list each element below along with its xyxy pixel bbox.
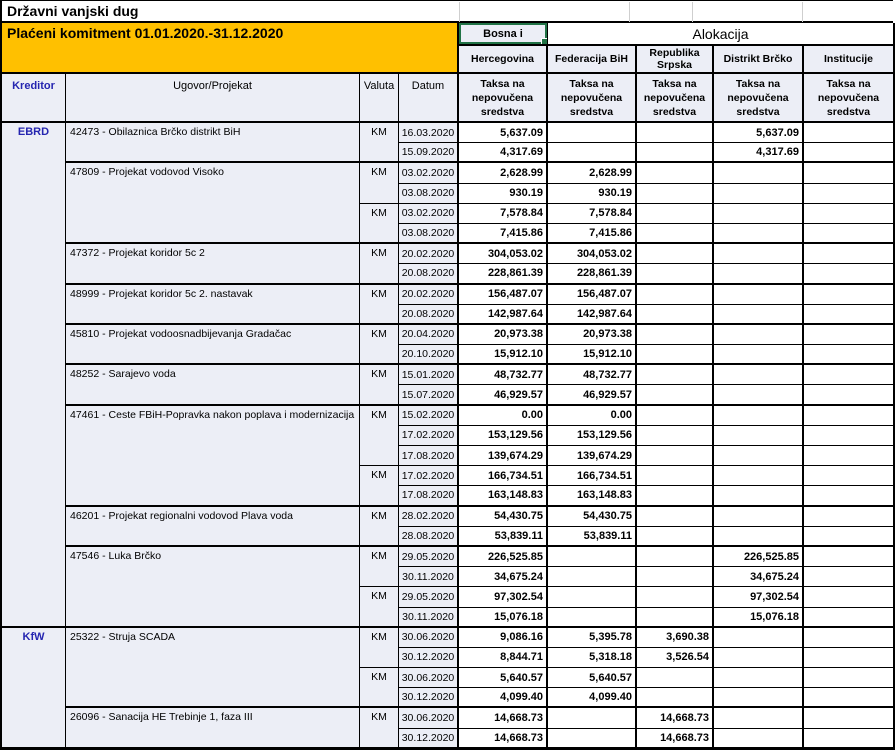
col-header-taksa-institucije[interactable]: Taksa na nepovučena sredstva — [804, 74, 893, 123]
value-cell-bih[interactable]: 14,668.73 — [459, 729, 548, 749]
project-cell[interactable]: 47546 - Luka Brčko — [66, 547, 360, 628]
value-cell-fbih[interactable]: 20,973.38 — [548, 325, 637, 345]
date-cell[interactable]: 29.05.2020 — [399, 587, 459, 607]
value-cell-inst[interactable] — [804, 143, 893, 163]
currency-cell[interactable]: KM — [360, 587, 399, 627]
value-cell-fbih[interactable]: 2,628.99 — [548, 163, 637, 183]
value-cell-rs[interactable] — [637, 285, 714, 305]
value-cell-brcko[interactable] — [714, 708, 804, 728]
value-cell-brcko[interactable] — [714, 365, 804, 385]
col-header-datum[interactable]: Datum — [399, 74, 459, 123]
value-cell-inst[interactable] — [804, 224, 893, 244]
value-cell-inst[interactable] — [804, 285, 893, 305]
currency-cell[interactable]: KM — [360, 123, 399, 163]
value-cell-rs[interactable] — [637, 143, 714, 163]
date-cell[interactable]: 17.08.2020 — [399, 486, 459, 506]
value-cell-brcko[interactable] — [714, 163, 804, 183]
value-cell-rs[interactable] — [637, 244, 714, 264]
value-cell-brcko[interactable] — [714, 466, 804, 486]
value-cell-fbih[interactable]: 5,395.78 — [548, 628, 637, 648]
value-cell-rs[interactable] — [637, 527, 714, 547]
value-cell-bih[interactable]: 228,861.39 — [459, 264, 548, 284]
value-cell-fbih[interactable] — [548, 143, 637, 163]
value-cell-brcko[interactable]: 97,302.54 — [714, 587, 804, 607]
currency-cell[interactable]: KM — [360, 244, 399, 284]
project-cell[interactable]: 48999 - Projekat koridor 5c 2. nastavak — [66, 285, 360, 325]
currency-cell[interactable]: KM — [360, 628, 399, 668]
currency-cell[interactable]: KM — [360, 466, 399, 506]
value-cell-brcko[interactable] — [714, 345, 804, 365]
value-cell-fbih[interactable]: 930.19 — [548, 184, 637, 204]
value-cell-brcko[interactable] — [714, 688, 804, 708]
value-cell-rs[interactable]: 3,690.38 — [637, 628, 714, 648]
date-cell[interactable]: 30.11.2020 — [399, 608, 459, 628]
value-cell-fbih[interactable] — [548, 567, 637, 587]
selected-cell-bosna-i[interactable] — [459, 23, 548, 46]
value-cell-fbih[interactable]: 156,487.07 — [548, 285, 637, 305]
value-cell-rs[interactable] — [637, 345, 714, 365]
value-cell-rs[interactable] — [637, 547, 714, 567]
gridline — [459, 2, 460, 22]
date-cell[interactable]: 03.02.2020 — [399, 163, 459, 183]
currency-cell[interactable]: KM — [360, 163, 399, 203]
value-cell-brcko[interactable] — [714, 244, 804, 264]
value-cell-fbih[interactable]: 5,318.18 — [548, 648, 637, 668]
value-cell-rs[interactable]: 14,668.73 — [637, 729, 714, 749]
currency-cell[interactable]: KM — [360, 365, 399, 405]
value-cell-bih[interactable]: 34,675.24 — [459, 567, 548, 587]
value-cell-brcko[interactable] — [714, 729, 804, 749]
value-cell-bih[interactable]: 54,430.75 — [459, 507, 548, 527]
date-cell[interactable]: 15.09.2020 — [399, 143, 459, 163]
value-cell-inst[interactable] — [804, 628, 893, 648]
value-cell-brcko[interactable] — [714, 446, 804, 466]
alokacija-header[interactable]: Alokacija — [548, 23, 893, 46]
date-cell[interactable]: 17.08.2020 — [399, 446, 459, 466]
value-cell-bih[interactable]: 7,415.86 — [459, 224, 548, 244]
currency-cell[interactable]: KM — [360, 325, 399, 365]
value-cell-fbih[interactable]: 5,640.57 — [548, 668, 637, 688]
date-cell[interactable]: 30.11.2020 — [399, 567, 459, 587]
debt-table — [0, 23, 895, 750]
col-header-ugovor-projekat[interactable]: Ugovor/Projekat — [66, 74, 360, 123]
currency-cell[interactable]: KM — [360, 406, 399, 467]
value-cell-fbih[interactable]: 163,148.83 — [548, 486, 637, 506]
value-cell-brcko[interactable] — [714, 385, 804, 405]
value-cell-fbih[interactable]: 48,732.77 — [548, 365, 637, 385]
currency-cell[interactable]: KM — [360, 547, 399, 587]
value-cell-brcko[interactable]: 34,675.24 — [714, 567, 804, 587]
value-cell-inst[interactable] — [804, 608, 893, 628]
gridline — [629, 2, 630, 22]
value-cell-bih[interactable]: 226,525.85 — [459, 547, 548, 567]
value-cell-inst[interactable] — [804, 507, 893, 527]
col-header-federacija-bih[interactable]: Federacija BiH — [548, 46, 637, 74]
value-cell-inst[interactable] — [804, 204, 893, 224]
value-cell-rs[interactable] — [637, 688, 714, 708]
value-cell-brcko[interactable]: 4,317.69 — [714, 143, 804, 163]
creditor-cell[interactable]: EBRD — [2, 123, 66, 628]
value-cell-bih[interactable]: 166,734.51 — [459, 466, 548, 486]
project-cell[interactable]: 47461 - Ceste FBiH-Popravka nakon poplava i modernizacija — [66, 406, 360, 507]
date-cell[interactable]: 20.02.2020 — [399, 285, 459, 305]
value-cell-brcko[interactable] — [714, 486, 804, 506]
value-cell-inst[interactable] — [804, 385, 893, 405]
value-cell-rs[interactable] — [637, 325, 714, 345]
value-cell-fbih[interactable] — [548, 708, 637, 728]
value-cell-fbih[interactable]: 228,861.39 — [548, 264, 637, 284]
creditor-cell[interactable]: KfW — [2, 628, 66, 749]
currency-cell[interactable]: KM — [360, 204, 399, 244]
value-cell-rs[interactable] — [637, 204, 714, 224]
value-cell-inst[interactable] — [804, 406, 893, 426]
value-cell-brcko[interactable] — [714, 406, 804, 426]
value-cell-fbih[interactable]: 139,674.29 — [548, 446, 637, 466]
date-cell[interactable]: 29.05.2020 — [399, 547, 459, 567]
page-title[interactable]: Državni vanjski dug — [7, 3, 139, 19]
date-cell[interactable]: 03.08.2020 — [399, 184, 459, 204]
value-cell-inst[interactable] — [804, 668, 893, 688]
value-cell-inst[interactable] — [804, 163, 893, 183]
value-cell-inst[interactable] — [804, 567, 893, 587]
date-cell[interactable]: 20.02.2020 — [399, 244, 459, 264]
value-cell-bih[interactable]: 46,929.57 — [459, 385, 548, 405]
value-cell-rs[interactable] — [637, 446, 714, 466]
col-header-valuta[interactable]: Valuta — [360, 74, 399, 123]
value-cell-bih[interactable]: 156,487.07 — [459, 285, 548, 305]
value-cell-inst[interactable] — [804, 365, 893, 385]
date-cell[interactable]: 20.10.2020 — [399, 345, 459, 365]
value-cell-inst[interactable] — [804, 466, 893, 486]
date-cell[interactable]: 20.04.2020 — [399, 325, 459, 345]
value-cell-bih[interactable]: 304,053.02 — [459, 244, 548, 264]
value-cell-bih[interactable]: 48,732.77 — [459, 365, 548, 385]
date-cell[interactable]: 30.06.2020 — [399, 628, 459, 648]
date-cell[interactable]: 20.08.2020 — [399, 264, 459, 284]
value-cell-inst[interactable] — [804, 547, 893, 567]
value-cell-fbih[interactable]: 4,099.40 — [548, 688, 637, 708]
value-cell-inst[interactable] — [804, 446, 893, 466]
value-cell-rs[interactable] — [637, 184, 714, 204]
value-cell-fbih[interactable]: 153,129.56 — [548, 426, 637, 446]
value-cell-inst[interactable] — [804, 426, 893, 446]
value-cell-bih[interactable]: 5,637.09 — [459, 123, 548, 143]
value-cell-brcko[interactable] — [714, 184, 804, 204]
value-cell-brcko[interactable]: 15,076.18 — [714, 608, 804, 628]
value-cell-inst[interactable] — [804, 264, 893, 284]
value-cell-fbih[interactable]: 7,578.84 — [548, 204, 637, 224]
value-cell-inst[interactable] — [804, 587, 893, 607]
value-cell-inst[interactable] — [804, 305, 893, 325]
value-cell-inst[interactable] — [804, 345, 893, 365]
date-cell[interactable]: 03.02.2020 — [399, 204, 459, 224]
value-cell-brcko[interactable] — [714, 628, 804, 648]
project-cell[interactable]: 26096 - Sanacija HE Trebinje 1, faza III — [66, 708, 360, 748]
value-cell-bih[interactable]: 163,148.83 — [459, 486, 548, 506]
value-cell-rs[interactable] — [637, 305, 714, 325]
value-cell-fbih[interactable]: 53,839.11 — [548, 527, 637, 547]
value-cell-rs[interactable]: 3,526.54 — [637, 648, 714, 668]
project-cell[interactable]: 47372 - Projekat koridor 5c 2 — [66, 244, 360, 284]
col-header-taksa-brcko[interactable]: Taksa na nepovučena sredstva — [714, 74, 804, 123]
value-cell-brcko[interactable] — [714, 264, 804, 284]
gridline — [692, 2, 693, 22]
value-cell-rs[interactable] — [637, 567, 714, 587]
date-cell[interactable]: 17.02.2020 — [399, 426, 459, 446]
date-cell[interactable]: 03.08.2020 — [399, 224, 459, 244]
col-header-taksa-rs[interactable]: Taksa na nepovučena sredstva — [637, 74, 714, 123]
value-cell-bih[interactable]: 153,129.56 — [459, 426, 548, 446]
value-cell-fbih[interactable] — [548, 547, 637, 567]
col-header-hercegovina[interactable]: Hercegovina — [459, 46, 548, 74]
value-cell-inst[interactable] — [804, 688, 893, 708]
selection-handle[interactable] — [541, 38, 548, 45]
col-header-institucije[interactable]: Institucije — [804, 46, 893, 74]
value-cell-rs[interactable] — [637, 466, 714, 486]
value-cell-fbih[interactable] — [548, 587, 637, 607]
project-cell[interactable]: 47809 - Projekat vodovod Visoko — [66, 163, 360, 244]
value-cell-bih[interactable]: 14,668.73 — [459, 708, 548, 728]
value-cell-bih[interactable]: 53,839.11 — [459, 527, 548, 547]
value-cell-fbih[interactable]: 304,053.02 — [548, 244, 637, 264]
value-cell-brcko[interactable]: 226,525.85 — [714, 547, 804, 567]
value-cell-bih[interactable]: 7,578.84 — [459, 204, 548, 224]
project-cell[interactable]: 45810 - Projekat vodoosnadbijevanja Gradačac — [66, 325, 360, 365]
value-cell-rs[interactable] — [637, 123, 714, 143]
col-header-distrikt-brcko[interactable]: Distrikt Brčko — [714, 46, 804, 74]
date-cell[interactable]: 28.08.2020 — [399, 527, 459, 547]
date-cell[interactable]: 30.12.2020 — [399, 729, 459, 749]
value-cell-rs[interactable] — [637, 507, 714, 527]
value-cell-rs[interactable] — [637, 163, 714, 183]
value-cell-fbih[interactable] — [548, 729, 637, 749]
col-header-kreditor[interactable]: Kreditor — [2, 74, 66, 123]
value-cell-inst[interactable] — [804, 708, 893, 728]
value-cell-fbih[interactable]: 166,734.51 — [548, 466, 637, 486]
sheet-title-row — [0, 0, 893, 23]
value-cell-rs[interactable] — [637, 264, 714, 284]
project-cell[interactable]: 25322 - Struja SCADA — [66, 628, 360, 709]
gridline — [802, 2, 803, 22]
value-cell-fbih[interactable]: 46,929.57 — [548, 385, 637, 405]
currency-cell[interactable]: KM — [360, 668, 399, 708]
value-cell-bih[interactable]: 15,076.18 — [459, 608, 548, 628]
bosna-i-label: Bosna i — [483, 27, 523, 40]
value-cell-inst[interactable] — [804, 184, 893, 204]
date-cell[interactable]: 16.03.2020 — [399, 123, 459, 143]
project-cell[interactable]: 48252 - Sarajevo voda — [66, 365, 360, 405]
project-cell[interactable]: 46201 - Projekat regionalni vodovod Plava voda — [66, 507, 360, 547]
value-cell-brcko[interactable] — [714, 204, 804, 224]
value-cell-fbih[interactable]: 142,987.64 — [548, 305, 637, 325]
date-cell[interactable]: 20.08.2020 — [399, 305, 459, 325]
value-cell-fbih[interactable]: 54,430.75 — [548, 507, 637, 527]
date-cell[interactable]: 30.06.2020 — [399, 668, 459, 688]
value-cell-rs[interactable] — [637, 426, 714, 446]
value-cell-bih[interactable]: 2,628.99 — [459, 163, 548, 183]
value-cell-brcko[interactable] — [714, 224, 804, 244]
value-cell-brcko[interactable] — [714, 285, 804, 305]
value-cell-bih[interactable]: 8,844.71 — [459, 648, 548, 668]
date-cell[interactable]: 30.12.2020 — [399, 648, 459, 668]
value-cell-inst[interactable] — [804, 648, 893, 668]
value-cell-bih[interactable]: 0.00 — [459, 406, 548, 426]
project-cell[interactable]: 42473 - Obilaznica Brčko distrikt BiH — [66, 123, 360, 163]
date-cell[interactable]: 15.02.2020 — [399, 406, 459, 426]
col-header-republika-srpska[interactable]: Republika Srpska — [637, 46, 714, 74]
value-cell-rs[interactable] — [637, 365, 714, 385]
value-cell-rs[interactable] — [637, 406, 714, 426]
value-cell-inst[interactable] — [804, 123, 893, 143]
value-cell-bih[interactable]: 142,987.64 — [459, 305, 548, 325]
value-cell-brcko[interactable] — [714, 325, 804, 345]
currency-cell[interactable]: KM — [360, 285, 399, 325]
value-cell-bih[interactable]: 4,317.69 — [459, 143, 548, 163]
value-cell-inst[interactable] — [804, 325, 893, 345]
value-cell-brcko[interactable] — [714, 426, 804, 446]
value-cell-rs[interactable] — [637, 385, 714, 405]
value-cell-fbih[interactable]: 15,912.10 — [548, 345, 637, 365]
date-cell[interactable]: 28.02.2020 — [399, 507, 459, 527]
value-cell-bih[interactable]: 4,099.40 — [459, 688, 548, 708]
value-cell-bih[interactable]: 930.19 — [459, 184, 548, 204]
value-cell-fbih[interactable]: 0.00 — [548, 406, 637, 426]
date-cell[interactable]: 15.01.2020 — [399, 365, 459, 385]
value-cell-brcko[interactable] — [714, 507, 804, 527]
date-cell[interactable]: 30.12.2020 — [399, 688, 459, 708]
col-header-taksa-bih[interactable]: Taksa na nepovučena sredstva — [459, 74, 548, 123]
value-cell-brcko[interactable] — [714, 648, 804, 668]
value-cell-rs[interactable]: 14,668.73 — [637, 708, 714, 728]
value-cell-brcko[interactable] — [714, 527, 804, 547]
value-cell-bih[interactable]: 20,973.38 — [459, 325, 548, 345]
date-cell[interactable]: 30.06.2020 — [399, 708, 459, 728]
currency-cell[interactable]: KM — [360, 507, 399, 547]
value-cell-fbih[interactable] — [548, 608, 637, 628]
report-period-banner[interactable]: Plaćeni komitment 01.01.2020.-31.12.2020 — [2, 23, 459, 74]
col-header-taksa-fbih[interactable]: Taksa na nepovučena sredstva — [548, 74, 637, 123]
value-cell-bih[interactable]: 15,912.10 — [459, 345, 548, 365]
value-cell-inst[interactable] — [804, 244, 893, 264]
value-cell-rs[interactable] — [637, 668, 714, 688]
value-cell-fbih[interactable] — [548, 123, 637, 143]
currency-cell[interactable]: KM — [360, 708, 399, 748]
value-cell-bih[interactable]: 9,086.16 — [459, 628, 548, 648]
value-cell-rs[interactable] — [637, 608, 714, 628]
date-cell[interactable]: 17.02.2020 — [399, 466, 459, 486]
value-cell-bih[interactable]: 5,640.57 — [459, 668, 548, 688]
value-cell-brcko[interactable]: 5,637.09 — [714, 123, 804, 143]
value-cell-rs[interactable] — [637, 486, 714, 506]
value-cell-bih[interactable]: 139,674.29 — [459, 446, 548, 466]
date-cell[interactable]: 15.07.2020 — [399, 385, 459, 405]
value-cell-brcko[interactable] — [714, 668, 804, 688]
value-cell-fbih[interactable]: 7,415.86 — [548, 224, 637, 244]
value-cell-brcko[interactable] — [714, 305, 804, 325]
value-cell-bih[interactable]: 97,302.54 — [459, 587, 548, 607]
value-cell-inst[interactable] — [804, 729, 893, 749]
value-cell-inst[interactable] — [804, 486, 893, 506]
value-cell-rs[interactable] — [637, 224, 714, 244]
value-cell-rs[interactable] — [637, 587, 714, 607]
value-cell-inst[interactable] — [804, 527, 893, 547]
